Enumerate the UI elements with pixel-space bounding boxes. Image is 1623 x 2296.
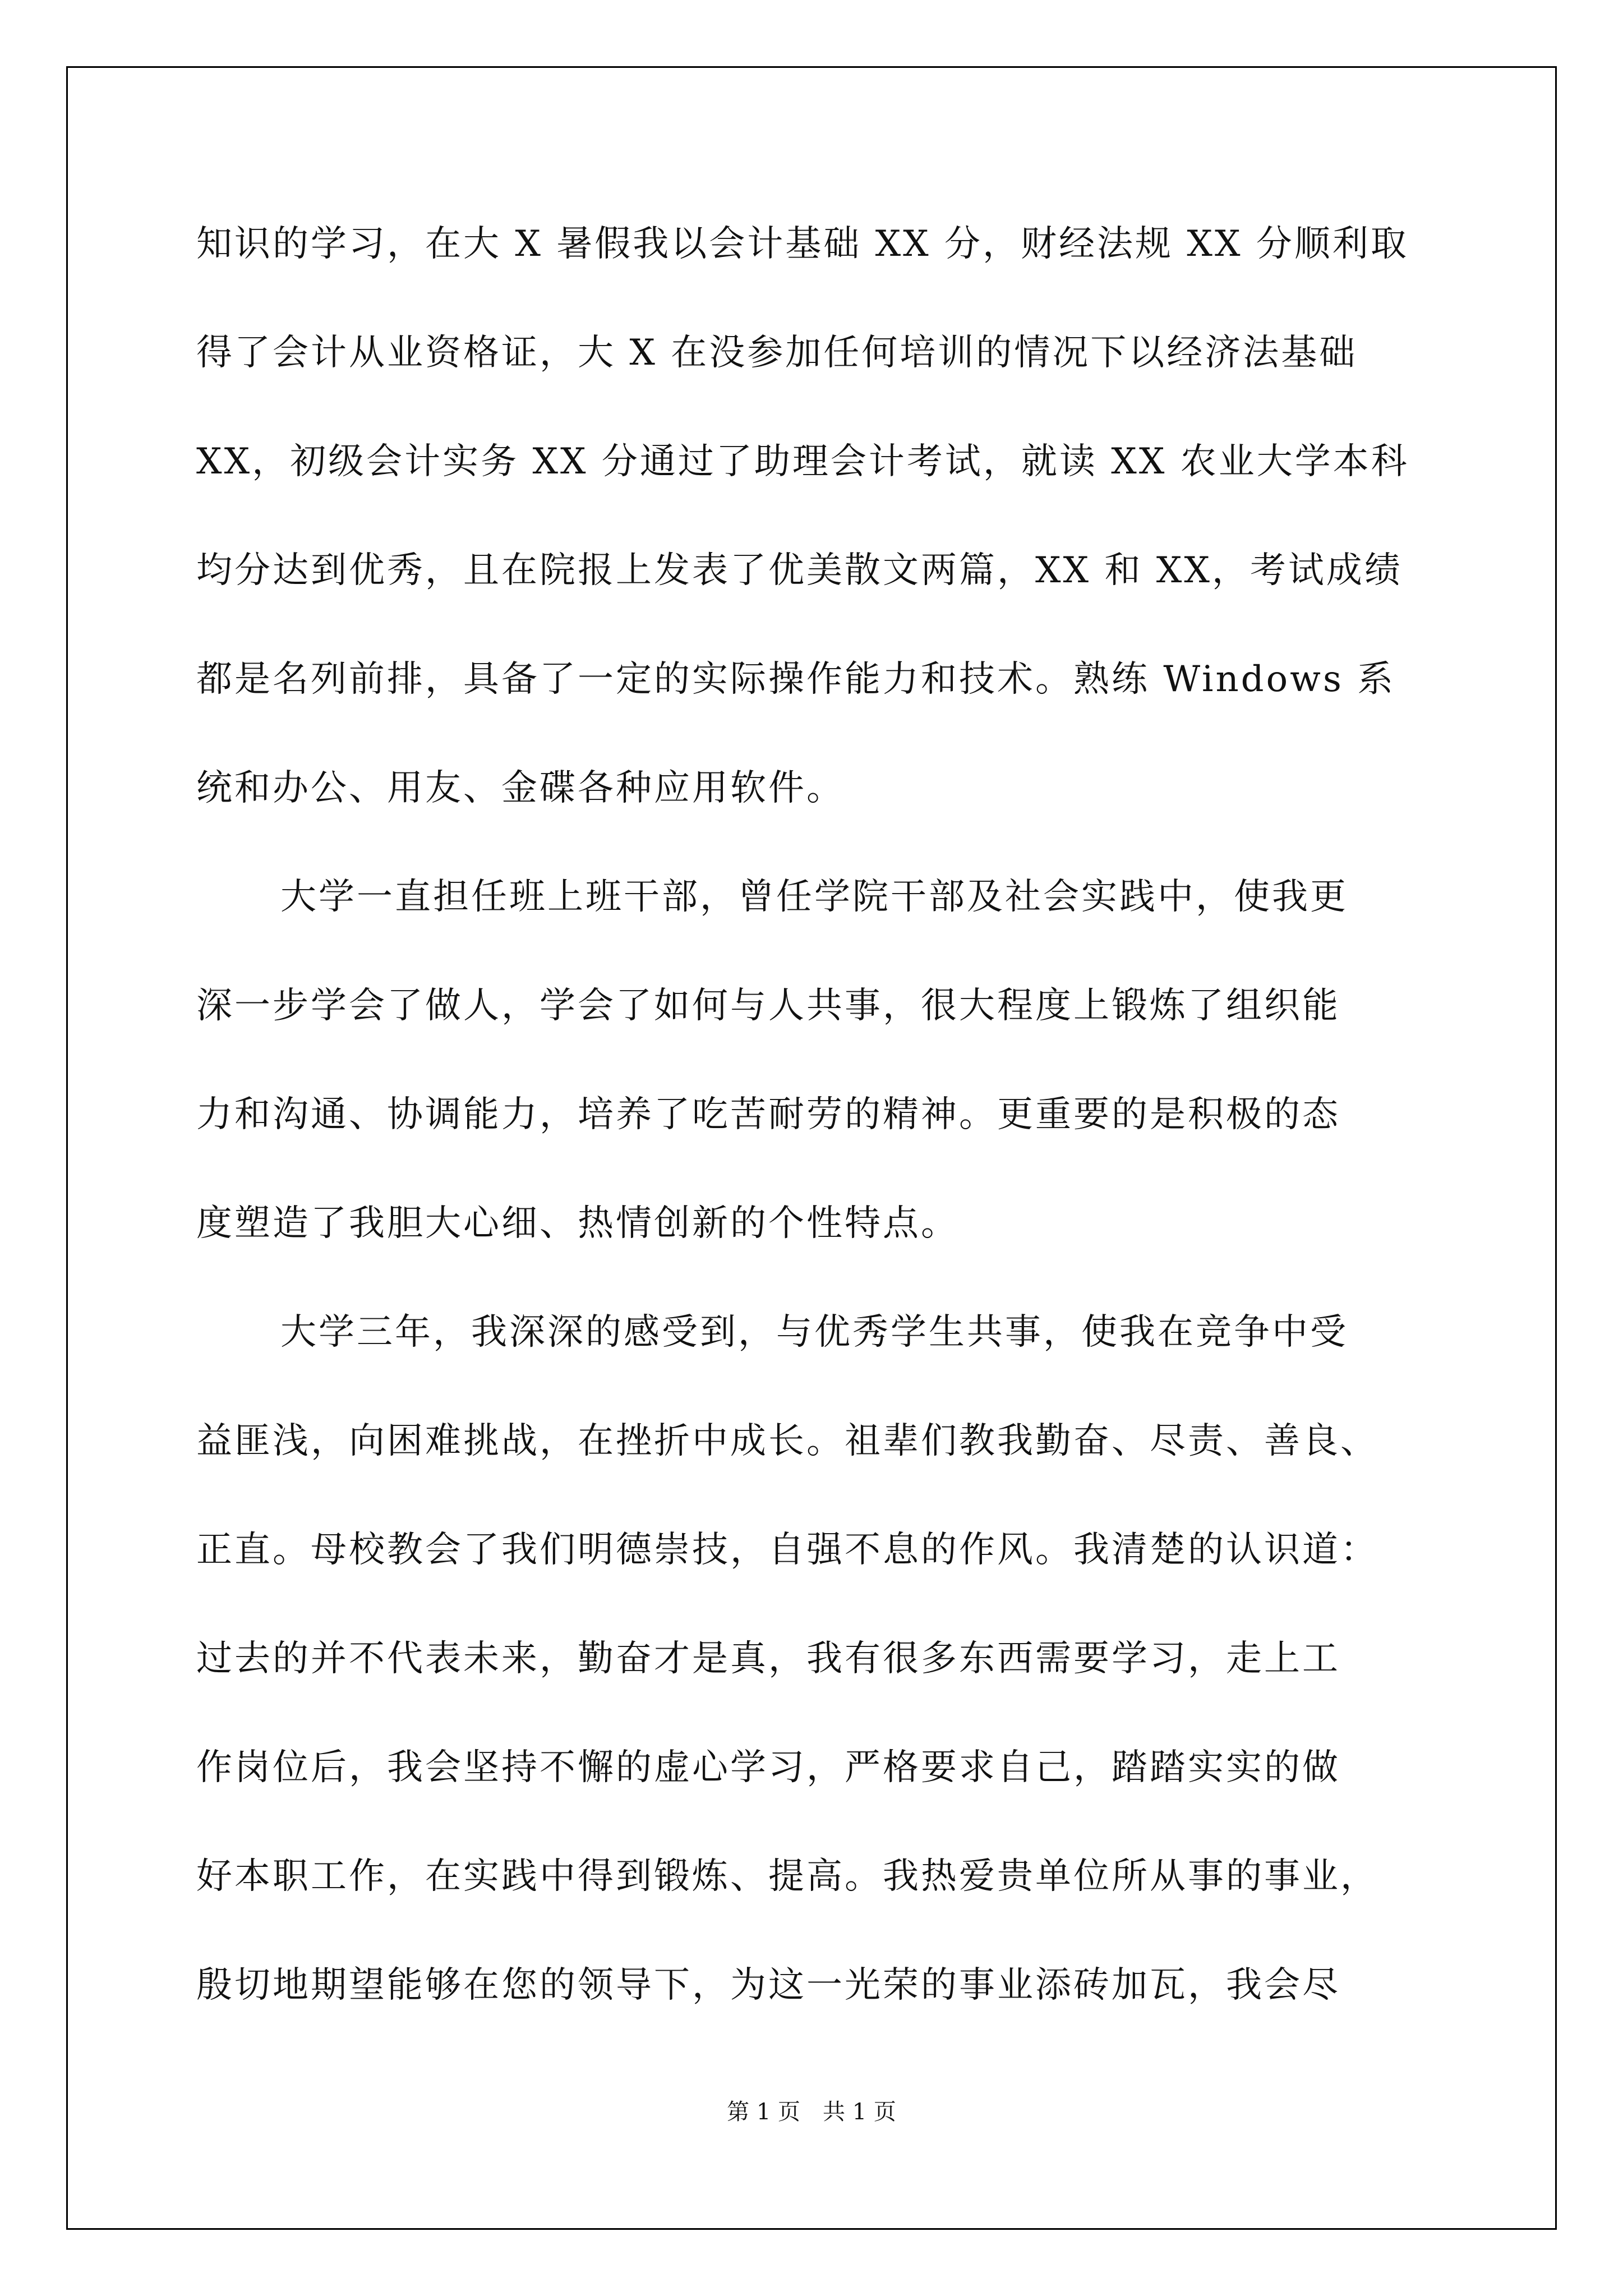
text-line: 都是名列前排，具备了一定的实际操作能力和技术。熟练 Windows 系 — [196, 659, 1396, 700]
text-line: 大学三年，我深深的感受到，与优秀学生共事，使我在竞争中受 — [280, 1312, 1348, 1353]
text-line: 得了会计从业资格证，大 X 在没参加任何培训的情况下以经济法基础 — [196, 332, 1358, 374]
page-border — [66, 66, 1557, 2230]
text-line: 力和沟通、协调能力，培养了吃苦耐劳的精神。更重要的是积极的态 — [196, 1094, 1340, 1135]
text-line: 正直。母校教会了我们明德崇技，自强不息的作风。我清楚的认识道： — [196, 1529, 1378, 1571]
text-line: 统和办公、用友、金碟各种应用软件。 — [196, 767, 845, 809]
text-line: 益匪浅，向困难挑战，在挫折中成长。祖辈们教我勤奋、尽责、善良、 — [196, 1420, 1378, 1462]
page-number-footer: 第 1 页 共 1 页 — [727, 2099, 896, 2125]
text-line: 深一步学会了做人，学会了如何与人共事，很大程度上锻炼了组织能 — [196, 985, 1340, 1027]
text-line: 均分达到优秀，且在院报上发表了优美散文两篇，XX 和 XX，考试成绩 — [196, 550, 1403, 591]
text-line: 好本职工作，在实践中得到锻炼、提高。我热爱贵单位所从事的事业， — [196, 1856, 1378, 1897]
text-line: 度塑造了我胆大心细、热情创新的个性特点。 — [196, 1203, 959, 1244]
text-line: 大学一直担任班上班干部，曾任学院干部及社会实践中，使我更 — [280, 876, 1348, 918]
text-line: 作岗位后，我会坚持不懈的虚心学习，严格要求自己，踏踏实实的做 — [196, 1747, 1340, 1788]
text-line: XX，初级会计实务 XX 分通过了助理会计考试，就读 XX 农业大学本科 — [196, 441, 1409, 482]
text-line: 殷切地期望能够在您的领导下，为这一光荣的事业添砖加瓦，我会尽 — [196, 1964, 1340, 2006]
text-line: 知识的学习，在大 X 暑假我以会计基础 XX 分，财经法规 XX 分顺利取 — [196, 223, 1409, 265]
text-line: 过去的并不代表未来，勤奋才是真，我有很多东西需要学习，走上工 — [196, 1638, 1340, 1680]
